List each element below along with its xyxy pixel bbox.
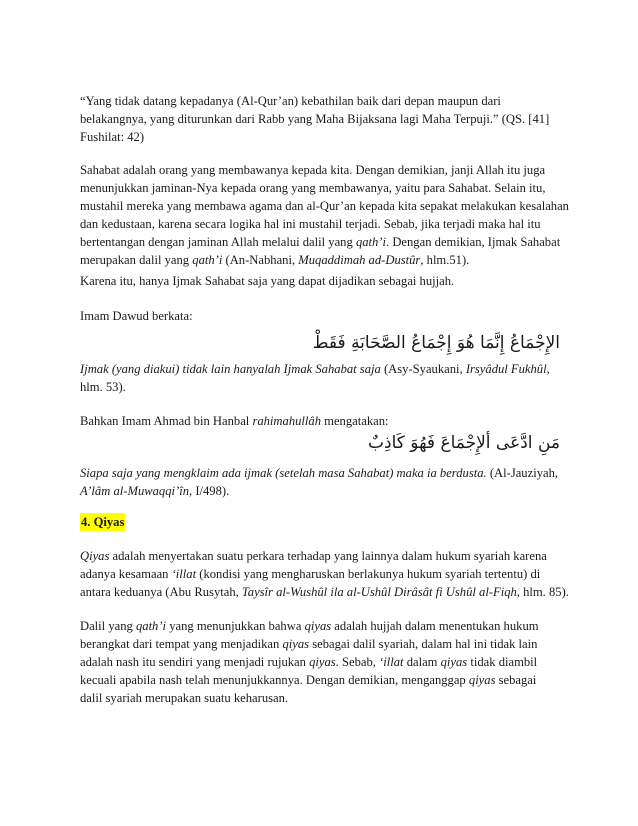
text-run: adanya kesamaan bbox=[80, 567, 172, 581]
italic-term: qath’i bbox=[135, 619, 167, 633]
text-run: mustahil mereka yang membawa agama dan al-Qur’an kepada kita sepakat melakukan kesalahan bbox=[80, 199, 569, 213]
text-run: Fushilat: 42) bbox=[80, 130, 145, 144]
text-line bbox=[80, 161, 560, 179]
italic-term: qath’i bbox=[192, 253, 223, 267]
paragraph-sahabat bbox=[80, 161, 569, 269]
italic-translation: Ijmak (yang diakui) tidak lain hanyalah Ijmak Sahabat saja bbox=[80, 362, 381, 376]
text-run: , hlm.51). bbox=[420, 253, 470, 267]
text-run: , I/498). bbox=[189, 484, 230, 498]
text-line bbox=[80, 653, 560, 671]
text-line bbox=[80, 547, 560, 565]
text-line bbox=[80, 307, 560, 325]
text-run: (Al-Jauziyah, bbox=[486, 466, 559, 480]
text-run: merupakan dalil yang bbox=[80, 253, 193, 267]
text-run: sebagai bbox=[495, 673, 537, 687]
text-run: , bbox=[546, 362, 550, 376]
text-line bbox=[80, 482, 560, 500]
book-title: Taysîr al-Wushûl ila al-Ushûl Dirâsât fi Ushûl al-Fiqh bbox=[241, 585, 517, 599]
text-run: hlm. 53). bbox=[80, 380, 126, 394]
book-title: Irsyâdul Fukhûl bbox=[465, 362, 547, 376]
paragraph-imam-dawud bbox=[80, 307, 560, 325]
italic-term: qath’i bbox=[355, 235, 387, 249]
section-heading bbox=[80, 513, 560, 531]
text-run: mengatakan: bbox=[321, 414, 389, 428]
italic-term: qiyas bbox=[282, 637, 310, 651]
translation-dawud bbox=[80, 360, 560, 396]
text-line bbox=[80, 179, 560, 197]
paragraph-qiyas-definition bbox=[80, 547, 569, 601]
text-line bbox=[80, 412, 560, 430]
text-run: dan kedustaan, karena secara logika hal ini mustahil terjadi. Sebab, jika terjadi maka hal itu bbox=[80, 217, 541, 231]
text-run: adalah nash itu sendiri yang menjadi rujukan bbox=[80, 655, 310, 669]
text-line bbox=[80, 464, 560, 482]
text-line bbox=[80, 92, 560, 110]
italic-term: qiyas bbox=[304, 619, 332, 633]
text-run: (An-Nabhani, bbox=[222, 253, 299, 267]
text-run: Bahkan Imam Ahmad bin Hanbal bbox=[80, 414, 253, 428]
text-line bbox=[80, 128, 560, 146]
italic-term: qiyas bbox=[468, 673, 496, 687]
italic-term: Qiyas bbox=[80, 549, 110, 563]
italic-term: rahimahullâh bbox=[252, 414, 322, 428]
text-run: belakangnya, yang diturunkan dari Rabb yang Maha Bijaksana lagi Maha Terpuji.” (QS. [41] bbox=[80, 112, 550, 126]
text-run: , hlm. 85). bbox=[516, 585, 569, 599]
italic-term: qiyas bbox=[309, 655, 336, 669]
text-run: dalam bbox=[403, 655, 441, 669]
text-line bbox=[80, 197, 569, 215]
text-run: yang menunjukkan bahwa bbox=[166, 619, 305, 633]
text-run: . Sebab, bbox=[335, 655, 380, 669]
text-run: Sahabat adalah orang yang membawanya kepada kita. Dengan demikian, janji Allah itu juga bbox=[80, 163, 546, 177]
text-line bbox=[80, 215, 560, 233]
text-line bbox=[80, 583, 569, 601]
text-run: Imam Dawud berkata: bbox=[80, 309, 193, 323]
text-run: (kondisi yang mengharuskan berlakunya hukum syariah tertentu) di bbox=[196, 567, 541, 581]
arabic-quote-ahmad: مَنِ ادَّعَى ألإِجْمَاعَ فَهُوَ كَاذِبٌ bbox=[368, 433, 560, 453]
text-run: Karena itu, hanya Ijmak Sahabat saja yang dapat dijadikan sebagai hujjah. bbox=[80, 274, 455, 288]
italic-term: ‘illat bbox=[379, 655, 404, 669]
text-run: kecuali apabila nash telah menunjukkannya. Dengan demikian, menganggap bbox=[80, 673, 469, 687]
text-run: sebagai dalil syariah, dalam hal ini tidak lain bbox=[309, 637, 538, 651]
text-run: (Asy-Syaukani, bbox=[380, 362, 466, 376]
arabic-quote-dawud: الإِجْمَاعُ إِنَّمَا هُوَ إِجْمَاعُ الصَّحَابَةِ فَقَطْ bbox=[312, 333, 560, 353]
text-run: dalil syariah merupakan suatu keharusan. bbox=[80, 691, 289, 705]
text-line bbox=[80, 635, 560, 653]
heading-qiyas: 4. Qiyas bbox=[81, 515, 125, 529]
text-run: tidak diambil bbox=[467, 655, 538, 669]
paragraph-hujjah bbox=[80, 272, 560, 290]
quran-quote bbox=[80, 92, 560, 146]
text-line bbox=[80, 378, 560, 396]
text-run: adalah menyertakan suatu perkara terhadap yang lainnya dalam hukum syariah karena bbox=[109, 549, 547, 563]
book-title: A’lâm al-Muwaqqi’în bbox=[80, 484, 190, 498]
text-line bbox=[80, 360, 560, 378]
text-line bbox=[80, 689, 560, 707]
text-run: adalah hujjah dalam menentukan hukum bbox=[331, 619, 539, 633]
italic-term: qiyas bbox=[440, 655, 468, 669]
text-run: menunjukkan jaminan-Nya kepada orang yang membawanya, yaitu para Sahabat. Selain itu, bbox=[80, 181, 546, 195]
text-run: “Yang tidak datang kepadanya (Al-Qur’an) kebathilan baik dari depan maupun dari bbox=[80, 94, 501, 108]
text-line bbox=[80, 671, 560, 689]
italic-term: ‘illat bbox=[171, 567, 197, 581]
text-line bbox=[80, 565, 560, 583]
text-run: . Dengan demikian, Ijmak Sahabat bbox=[386, 235, 561, 249]
text-run: Dalil yang bbox=[80, 619, 136, 633]
text-line bbox=[80, 272, 560, 290]
text-line bbox=[80, 251, 560, 269]
text-line bbox=[80, 617, 560, 635]
italic-translation: Siapa saja yang mengklaim ada ijmak (setelah masa Sahabat) maka ia berdusta. bbox=[80, 466, 487, 480]
text-run: bertentangan dengan jaminan Allah melalui dalil yang bbox=[80, 235, 356, 249]
paragraph-imam-ahmad bbox=[80, 412, 560, 430]
text-line bbox=[80, 233, 560, 251]
translation-ahmad bbox=[80, 464, 560, 500]
paragraph-qiyas-dalil bbox=[80, 617, 560, 707]
text-line bbox=[80, 110, 560, 128]
text-run: antara keduanya (Abu Rusytah, bbox=[80, 585, 242, 599]
book-title: Muqaddimah ad-Dustûr bbox=[298, 253, 421, 267]
text-run: berangkat dari tempat yang menjadikan bbox=[80, 637, 283, 651]
